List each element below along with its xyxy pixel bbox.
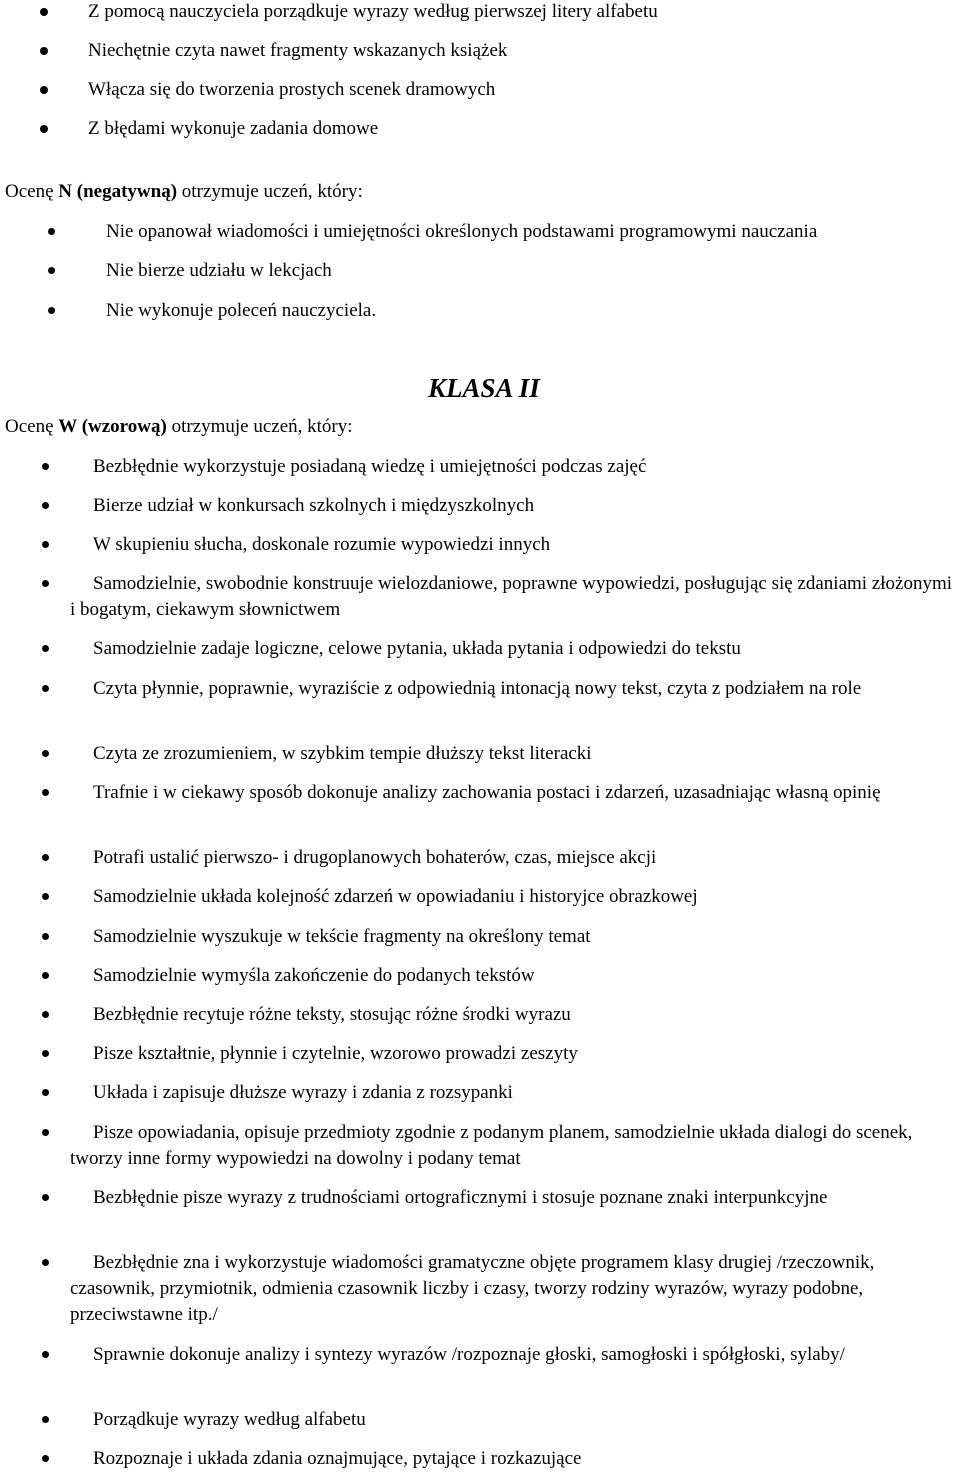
bullet-icon bbox=[42, 750, 49, 757]
bullet-icon bbox=[48, 307, 55, 314]
list-item: Samodzielnie wymyśla zakończenie do podanych tekstów bbox=[70, 963, 955, 989]
bullet-icon bbox=[42, 1050, 49, 1057]
grade-w-label: W (wzorową) bbox=[58, 416, 167, 437]
list-item: Włącza się do tworzenia prostych scenek dramowych bbox=[88, 77, 495, 103]
grade-n-heading: Ocenę N (negatywną) otrzymuje uczeń, który: bbox=[5, 181, 363, 202]
list-item: Z błędami wykonuje zadania domowe bbox=[88, 116, 378, 142]
list-item: Samodzielnie, swobodnie konstruuje wielozdaniowe, poprawne wypowiedzi, posługując się zdaniami złożonymi i bogatym, ciekawym słownictwem bbox=[70, 571, 955, 623]
bullet-icon bbox=[40, 86, 48, 94]
bullet-icon bbox=[40, 8, 48, 16]
list-item: Bezbłędnie zna i wykorzystuje wiadomości gramatyczne objęte programem klasy drugiej /rzeczownik, czasownik, przymiotnik, odmienia czasownik liczby i czasy, tworzy rodziny wyrazów, wyrazy podobne, przeciwstawne itp./ bbox=[70, 1250, 955, 1328]
bullet-icon bbox=[42, 789, 49, 796]
list-item: Czyta płynnie, poprawnie, wyraziście z odpowiednią intonacją nowy tekst, czyta z podziałem na role bbox=[70, 676, 955, 702]
bullet-icon bbox=[42, 933, 49, 940]
bullet-icon bbox=[48, 228, 55, 235]
bullet-icon bbox=[42, 645, 49, 652]
bullet-icon bbox=[42, 854, 49, 861]
bullet-icon bbox=[42, 1129, 49, 1136]
list-item: Samodzielnie zadaje logiczne, celowe pytania, układa pytania i odpowiedzi do tekstu bbox=[70, 636, 955, 662]
list-item: Samodzielnie wyszukuje w tekście fragmenty na określony temat bbox=[70, 924, 955, 950]
bullet-icon bbox=[40, 125, 48, 133]
bullet-icon bbox=[42, 502, 49, 509]
bullet-icon bbox=[42, 1351, 49, 1358]
list-item: Pisze kształtnie, płynnie i czytelnie, wzorowo prowadzi zeszyty bbox=[70, 1041, 955, 1067]
list-item: Samodzielnie układa kolejność zdarzeń w opowiadaniu i historyjce obrazkowej bbox=[70, 884, 955, 910]
list-item: Bezbłędnie pisze wyrazy z trudnościami ortograficznymi i stosuje poznane znaki interpunkcyjne bbox=[70, 1185, 955, 1211]
list-item: Sprawnie dokonuje analizy i syntezy wyrazów /rozpoznaje głoski, samogłoski i spółgłoski, sylaby/ bbox=[70, 1342, 955, 1368]
list-item: Niechętnie czyta nawet fragmenty wskazanych książek bbox=[88, 38, 507, 64]
bullet-icon bbox=[42, 1455, 49, 1462]
bullet-icon bbox=[42, 1416, 49, 1423]
list-item: Z pomocą nauczyciela porządkuje wyrazy według pierwszej litery alfabetu bbox=[88, 0, 658, 25]
list-item: W skupieniu słucha, doskonale rozumie wypowiedzi innych bbox=[70, 532, 955, 558]
grade-n-label: N (negatywną) bbox=[58, 181, 178, 202]
list-item: Trafnie i w ciekawy sposób dokonuje analizy zachowania postaci i zdarzeń, uzasadniając własną opinię bbox=[70, 780, 955, 806]
list-item: Bezbłędnie recytuje różne teksty, stosując różne środki wyrazu bbox=[70, 1002, 955, 1028]
bullet-icon bbox=[42, 1089, 49, 1096]
class-title: KLASA II bbox=[428, 373, 540, 403]
grade-w-heading: Ocenę W (wzorową) otrzymuje uczeń, który: bbox=[5, 416, 353, 437]
list-item: Czyta ze zrozumieniem, w szybkim tempie dłuższy tekst literacki bbox=[70, 741, 955, 767]
bullet-icon bbox=[42, 580, 49, 587]
bullet-icon bbox=[42, 685, 49, 692]
list-item: Rozpoznaje i układa zdania oznajmujące, pytające i rozkazujące bbox=[70, 1446, 955, 1472]
list-item: Nie opanował wiadomości i umiejętności określonych podstawami programowymi nauczania bbox=[106, 219, 817, 245]
bullet-icon bbox=[42, 463, 49, 470]
bullet-icon bbox=[42, 893, 49, 900]
bullet-icon bbox=[42, 1259, 49, 1266]
bullet-icon bbox=[42, 541, 49, 548]
bullet-icon bbox=[42, 972, 49, 979]
list-item: Nie bierze udziału w lekcjach bbox=[106, 258, 332, 284]
bullet-icon bbox=[42, 1011, 49, 1018]
bullet-icon bbox=[42, 1194, 49, 1201]
list-item: Nie wykonuje poleceń nauczyciela. bbox=[106, 298, 376, 324]
bullet-icon bbox=[40, 47, 48, 55]
bullet-icon bbox=[48, 267, 55, 274]
list-item: Pisze opowiadania, opisuje przedmioty zgodnie z podanym planem, samodzielnie układa dialogi do scenek, tworzy inne formy wypowiedzi na dowolny i podany temat bbox=[70, 1120, 955, 1172]
list-item: Potrafi ustalić pierwszo- i drugoplanowych bohaterów, czas, miejsce akcji bbox=[70, 845, 955, 871]
list-item: Bezbłędnie wykorzystuje posiadaną wiedzę i umiejętności podczas zajęć bbox=[70, 454, 955, 480]
list-item: Bierze udział w konkursach szkolnych i międzyszkolnych bbox=[70, 493, 955, 519]
list-item: Układa i zapisuje dłuższe wyrazy i zdania z rozsypanki bbox=[70, 1080, 955, 1106]
list-item: Porządkuje wyrazy według alfabetu bbox=[70, 1407, 955, 1433]
